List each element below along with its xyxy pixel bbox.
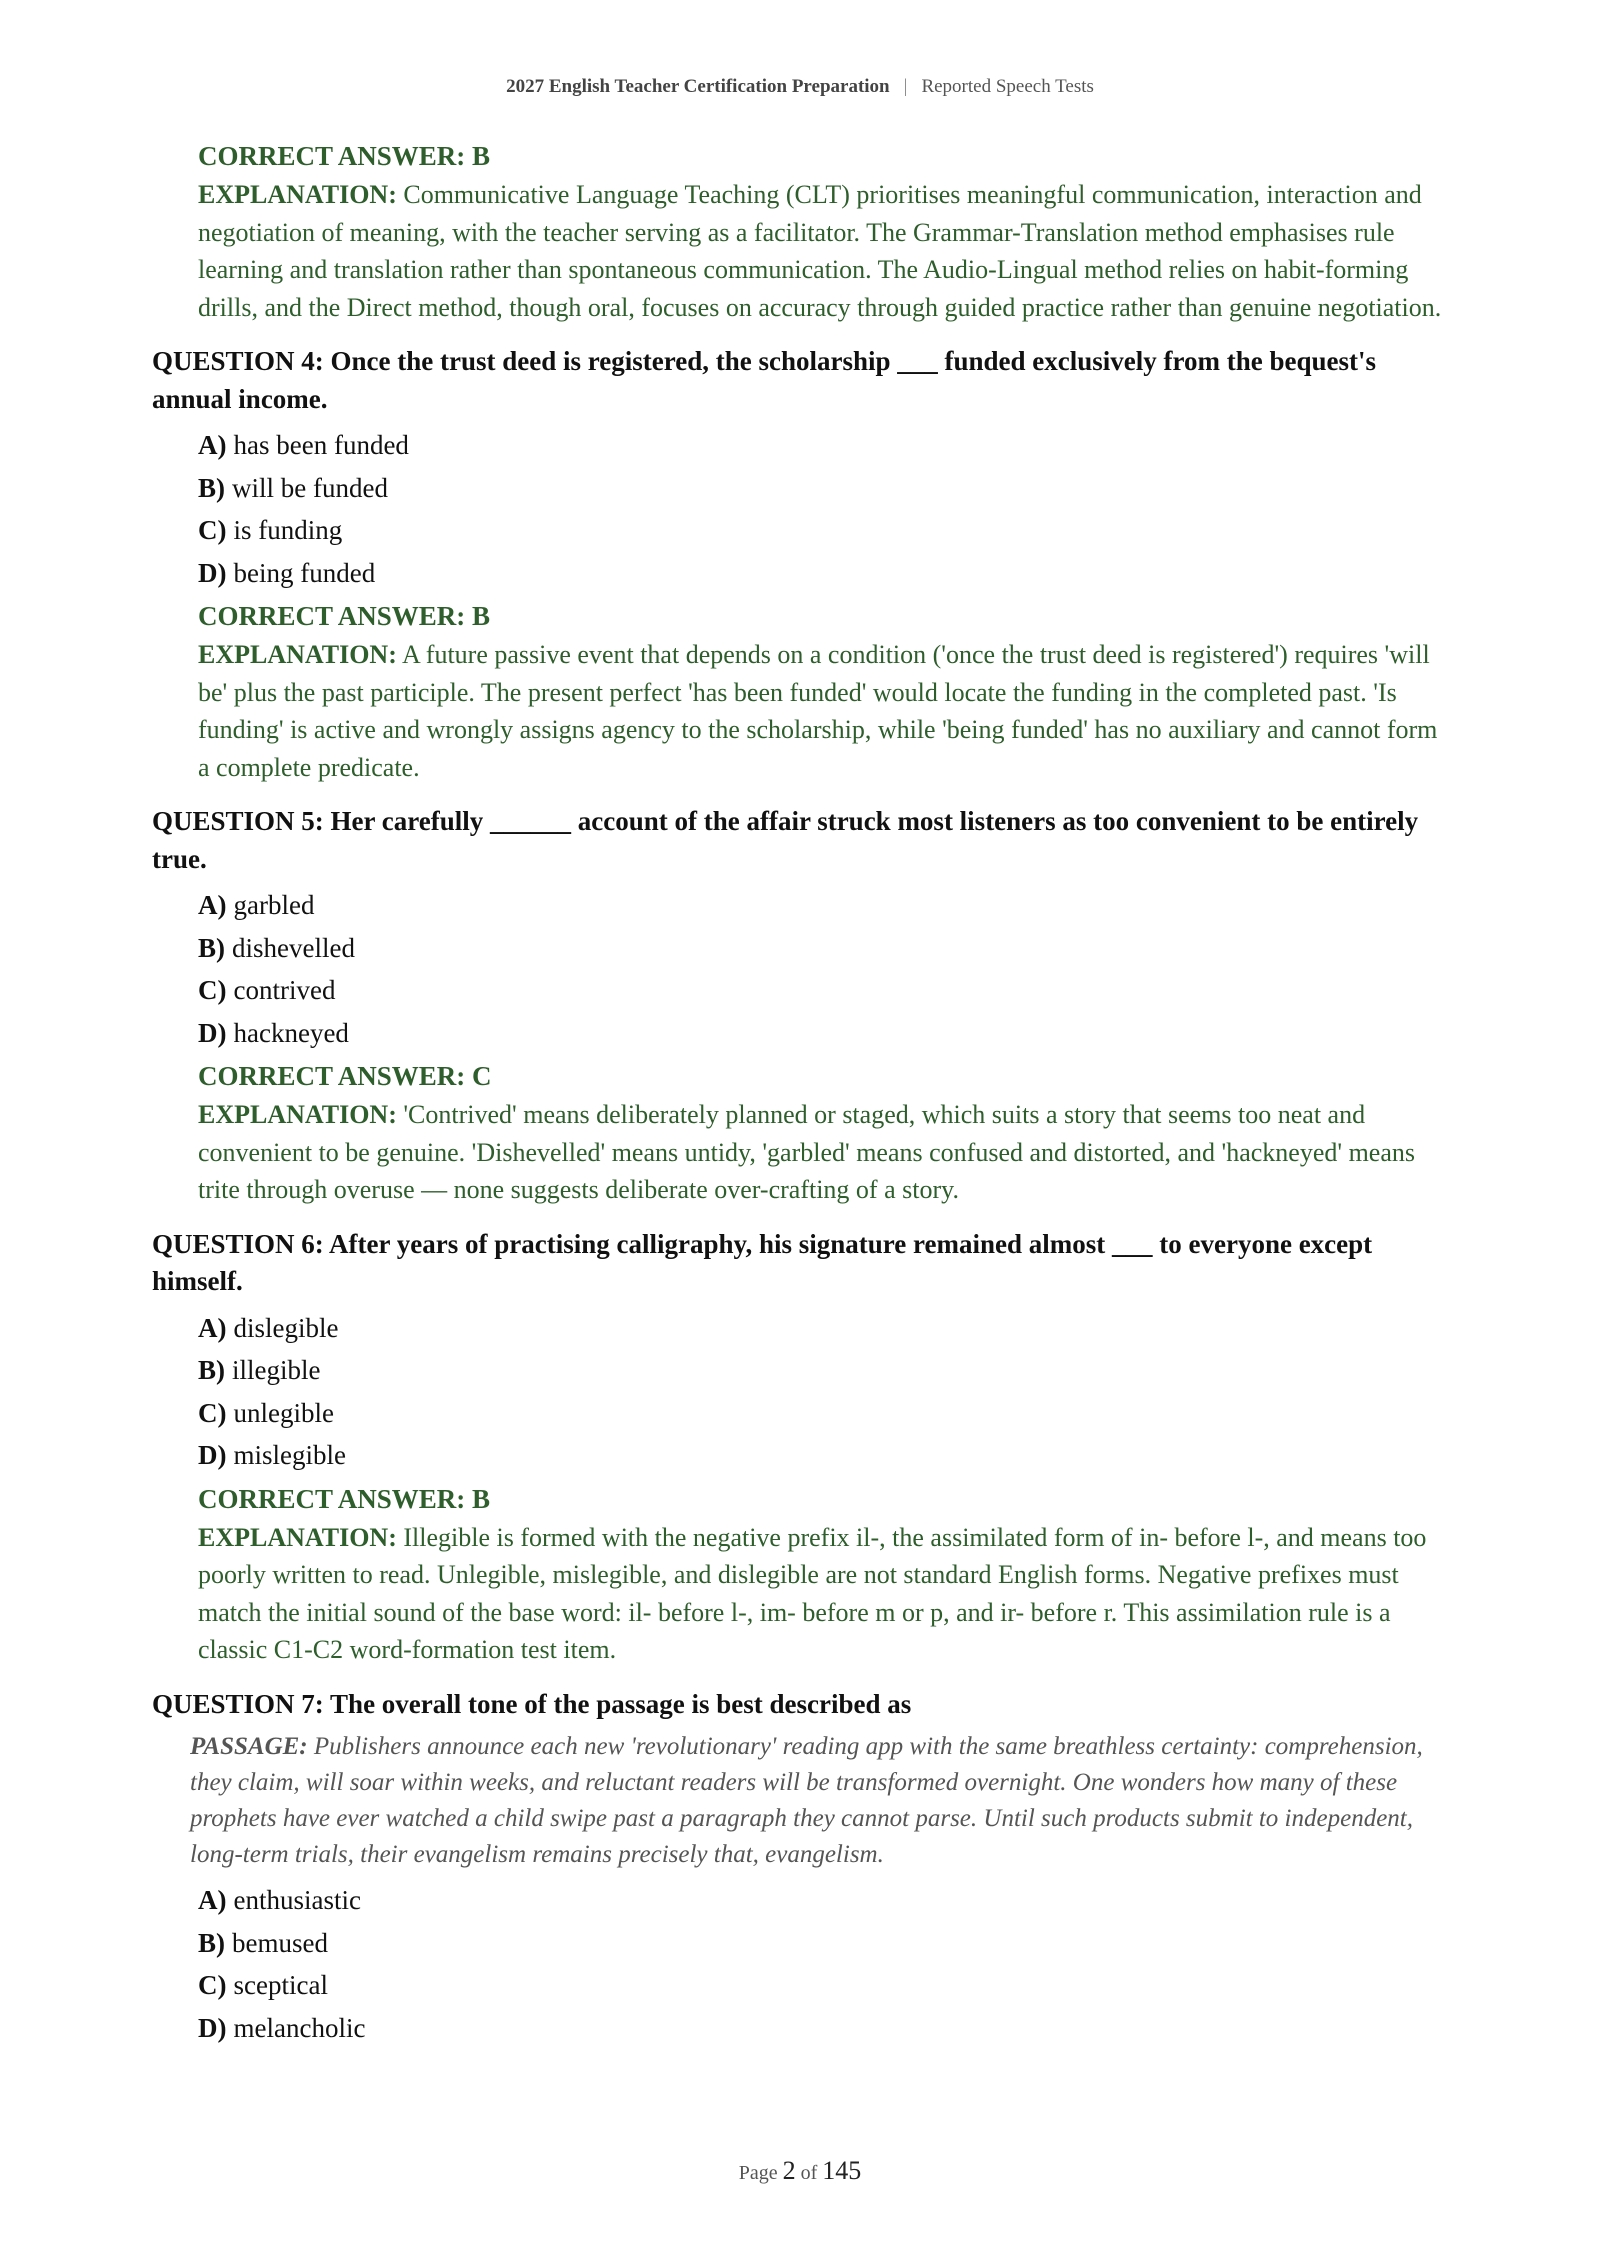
correct-answer: CORRECT ANSWER: B bbox=[198, 1483, 491, 1514]
option-text: melancholic bbox=[233, 2012, 366, 2043]
correct-answer: CORRECT ANSWER: B bbox=[198, 141, 491, 171]
option-text: hackneyed bbox=[233, 1017, 349, 1048]
option-text: garbled bbox=[233, 890, 315, 920]
option-b bbox=[198, 1349, 1452, 1392]
question-5 bbox=[152, 803, 1452, 1209]
explanation bbox=[198, 636, 1452, 786]
question-7 bbox=[152, 1686, 1452, 2050]
option-text: illegible bbox=[232, 1355, 321, 1385]
option-letter: D) bbox=[198, 1017, 227, 1048]
option-d bbox=[198, 1012, 1452, 1055]
question-text: QUESTION 4: Once the trust deed is registered, the scholarship ___ funded exclusively from the bequest's annual income. bbox=[152, 346, 1377, 414]
reading-passage bbox=[190, 1729, 1452, 1873]
option-d bbox=[198, 2007, 1452, 2050]
question-3-tail bbox=[198, 136, 1452, 326]
explanation-text: A future passive event that depends on a condition ('once the trust deed is registered') requires 'will be' plus the past participle. The present perfect 'has been funded' would locate the funding in the completed past. 'Is funding' is active and wrongly assigns agency to the scholarship, while 'being funded' has no auxiliary and cannot form a complete predicate. bbox=[198, 640, 1438, 782]
option-letter: D) bbox=[198, 557, 227, 588]
explanation-label: EXPLANATION: bbox=[198, 180, 397, 209]
explanation-label: EXPLANATION: bbox=[198, 1522, 397, 1552]
option-text: being funded bbox=[233, 557, 376, 588]
options-list bbox=[198, 884, 1452, 1209]
option-a bbox=[198, 1879, 1452, 1922]
explanation-text: Illegible is formed with the negative prefix il-, the assimilated form of in- before l-, and means too poorly written to read. Unlegible, mislegible, and dislegible are not standard English forms. Negative prefixes must match the initial sound of the base word: il- before l-, im- before m or p, and ir- before r. This assimilation rule is a classic C1-C2 word-formation test item. bbox=[198, 1522, 1427, 1664]
option-letter: B) bbox=[198, 932, 225, 963]
option-a bbox=[198, 1307, 1452, 1350]
option-letter: A) bbox=[198, 1312, 227, 1343]
explanation bbox=[198, 176, 1452, 326]
option-a bbox=[198, 424, 1452, 467]
of-word: of bbox=[800, 2162, 818, 2184]
options-list bbox=[198, 1879, 1452, 2049]
passage-text: Publishers announce each new 'revolutionary' reading app with the same breathless certainty: comprehension, they claim, will soar within weeks, and reluctant readers will be transformed overnight. One wonders how many of these prophets have ever watched a child swipe past a paragraph they cannot parse. Until such products submit to independent, long-term trials, their evangelism remains precisely that, evangelism. bbox=[190, 1733, 1423, 1868]
question-text: QUESTION 7: The overall tone of the passage is best described as bbox=[152, 1688, 912, 1719]
option-d bbox=[198, 552, 1452, 595]
options-list bbox=[198, 1307, 1452, 1669]
option-c bbox=[198, 969, 1452, 1012]
option-letter: A) bbox=[198, 890, 227, 920]
option-letter: A) bbox=[198, 1885, 227, 1915]
page-word: Page bbox=[738, 2162, 778, 2184]
option-text: contrived bbox=[233, 975, 336, 1005]
option-letter: C) bbox=[198, 1970, 227, 2000]
option-d bbox=[198, 1434, 1452, 1477]
option-c bbox=[198, 1392, 1452, 1435]
document-subtitle: Reported Speech Tests bbox=[921, 76, 1094, 97]
option-text: bemused bbox=[232, 1927, 328, 1958]
question-text: QUESTION 5: Her carefully ______ account of the affair struck most listeners as too convenient to be entirely true. bbox=[152, 806, 1419, 874]
passage-label: PASSAGE: bbox=[190, 1733, 308, 1760]
option-letter: B) bbox=[198, 1355, 225, 1385]
explanation bbox=[198, 1519, 1452, 1669]
explanation-text: Communicative Language Teaching (CLT) prioritises meaningful communication, interaction and negotiation of meaning, with the teacher serving as a facilitator. The Grammar-Translation method emphasises rule learning and translation rather than spontaneous communication. The Audio-Lingual method relies on habit-forming drills, and the Direct method, though oral, focuses on accuracy through guided practice rather than genuine negotiation. bbox=[198, 180, 1442, 322]
running-header bbox=[0, 76, 1600, 98]
option-letter: B) bbox=[198, 472, 225, 503]
option-b bbox=[198, 1922, 1452, 1965]
explanation bbox=[198, 1096, 1452, 1209]
page-total: 145 bbox=[822, 2156, 862, 2185]
option-text: will be funded bbox=[232, 472, 388, 503]
page-footer bbox=[0, 2156, 1600, 2186]
document-title: 2027 English Teacher Certification Preparation bbox=[506, 76, 890, 97]
option-text: sceptical bbox=[233, 1970, 328, 2000]
option-letter: B) bbox=[198, 1927, 225, 1958]
option-text: unlegible bbox=[233, 1397, 334, 1428]
question-text: QUESTION 6: After years of practising calligraphy, his signature remained almost ___ to everyone except himself. bbox=[152, 1228, 1373, 1296]
explanation-text: 'Contrived' means deliberately planned or staged, which suits a story that seems too neat and convenient to be genuine. 'Dishevelled' means untidy, 'garbled' means confused and distorted, and 'hackneyed' means trite through overuse — none suggests deliberate over-crafting of a story. bbox=[198, 1100, 1415, 1204]
explanation-label: EXPLANATION: bbox=[198, 640, 397, 669]
header-separator: | bbox=[903, 76, 908, 97]
option-a bbox=[198, 884, 1452, 927]
option-b bbox=[198, 467, 1452, 510]
option-b bbox=[198, 927, 1452, 970]
option-text: dislegible bbox=[233, 1312, 339, 1343]
option-letter: D) bbox=[198, 1440, 227, 1470]
option-letter: C) bbox=[198, 1397, 227, 1428]
option-letter: C) bbox=[198, 975, 227, 1005]
explanation-label: EXPLANATION: bbox=[198, 1100, 397, 1129]
correct-answer: CORRECT ANSWER: B bbox=[198, 601, 491, 631]
option-text: is funding bbox=[233, 515, 343, 545]
options-list bbox=[198, 424, 1452, 786]
option-letter: D) bbox=[198, 2012, 227, 2043]
question-6 bbox=[152, 1226, 1452, 1669]
option-c bbox=[198, 1964, 1452, 2007]
page-content bbox=[152, 134, 1452, 2049]
option-letter: A) bbox=[198, 430, 227, 460]
page-number: 2 bbox=[782, 2156, 796, 2185]
option-letter: C) bbox=[198, 515, 227, 545]
correct-answer: CORRECT ANSWER: C bbox=[198, 1061, 492, 1091]
question-4 bbox=[152, 343, 1452, 786]
option-text: enthusiastic bbox=[233, 1885, 361, 1915]
option-c bbox=[198, 509, 1452, 552]
option-text: has been funded bbox=[233, 430, 409, 460]
option-text: dishevelled bbox=[232, 932, 355, 963]
option-text: mislegible bbox=[233, 1440, 346, 1470]
